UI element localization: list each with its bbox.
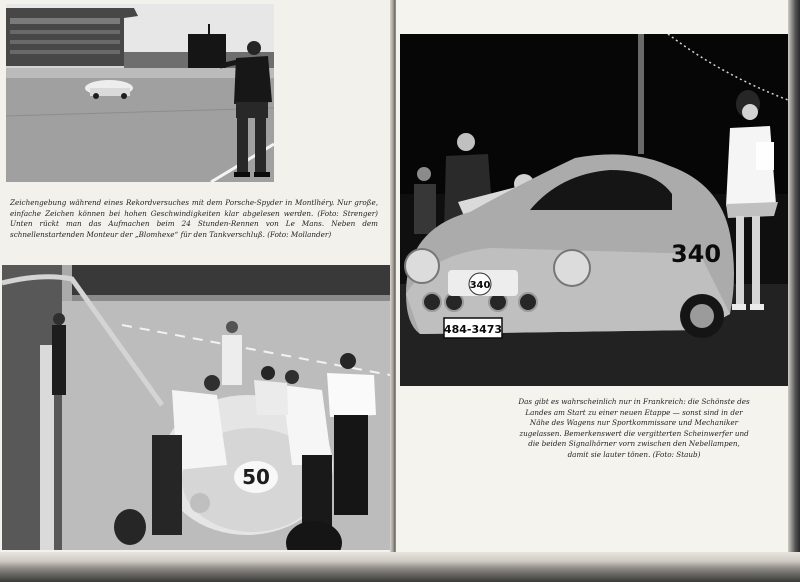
porsche-356-photo-image [400, 34, 788, 386]
porsche-356-photo [400, 34, 788, 386]
le-mans-photo [2, 265, 390, 550]
right-page [396, 0, 788, 552]
book-edge [788, 0, 800, 582]
rally-plate-number: 340 [469, 280, 491, 291]
montlhery-photo [6, 4, 274, 182]
race-number-50: 50 [242, 465, 270, 489]
caption-montlhery: Zeichengebung während eines Rekordversuches mit dem Porsche-Spyder in Montlhéry. Nur große, einfache Zeichen können bei hohen Geschwindigkeiten klar abgelesen werden. (Foto: Strenger) Unten rückt man das Aufmachen beim 24 Stunden-Rennen von Le Mans. Neben dem schnellenstartenden Monteur der „Blomhexe“ für den Tankverschluß. (Foto: Mollander) [10, 198, 378, 239]
left-page [0, 0, 392, 552]
montlhery-photo-image [6, 4, 274, 182]
le-mans-photo-image [2, 265, 390, 550]
license-plate: 484-3473 [443, 323, 503, 336]
caption-porsche-start: Das gibt es wahrscheinlich nur in Frankreich: die Schönste des Landes am Start zu einer neuen Etappe — sonst sind in der Nähe des Wagens nur Sportkommissare und Mechaniker zugelassen. Bemerkenswert die vergitterten Scheinwerfer und die beiden Signalhörner vorn zwischen den Nebellampen, damit sie lauter tönen. (Foto: Staub) [518, 397, 750, 459]
book-bottom-edge [0, 552, 800, 582]
door-number-340: 340 [670, 240, 722, 268]
